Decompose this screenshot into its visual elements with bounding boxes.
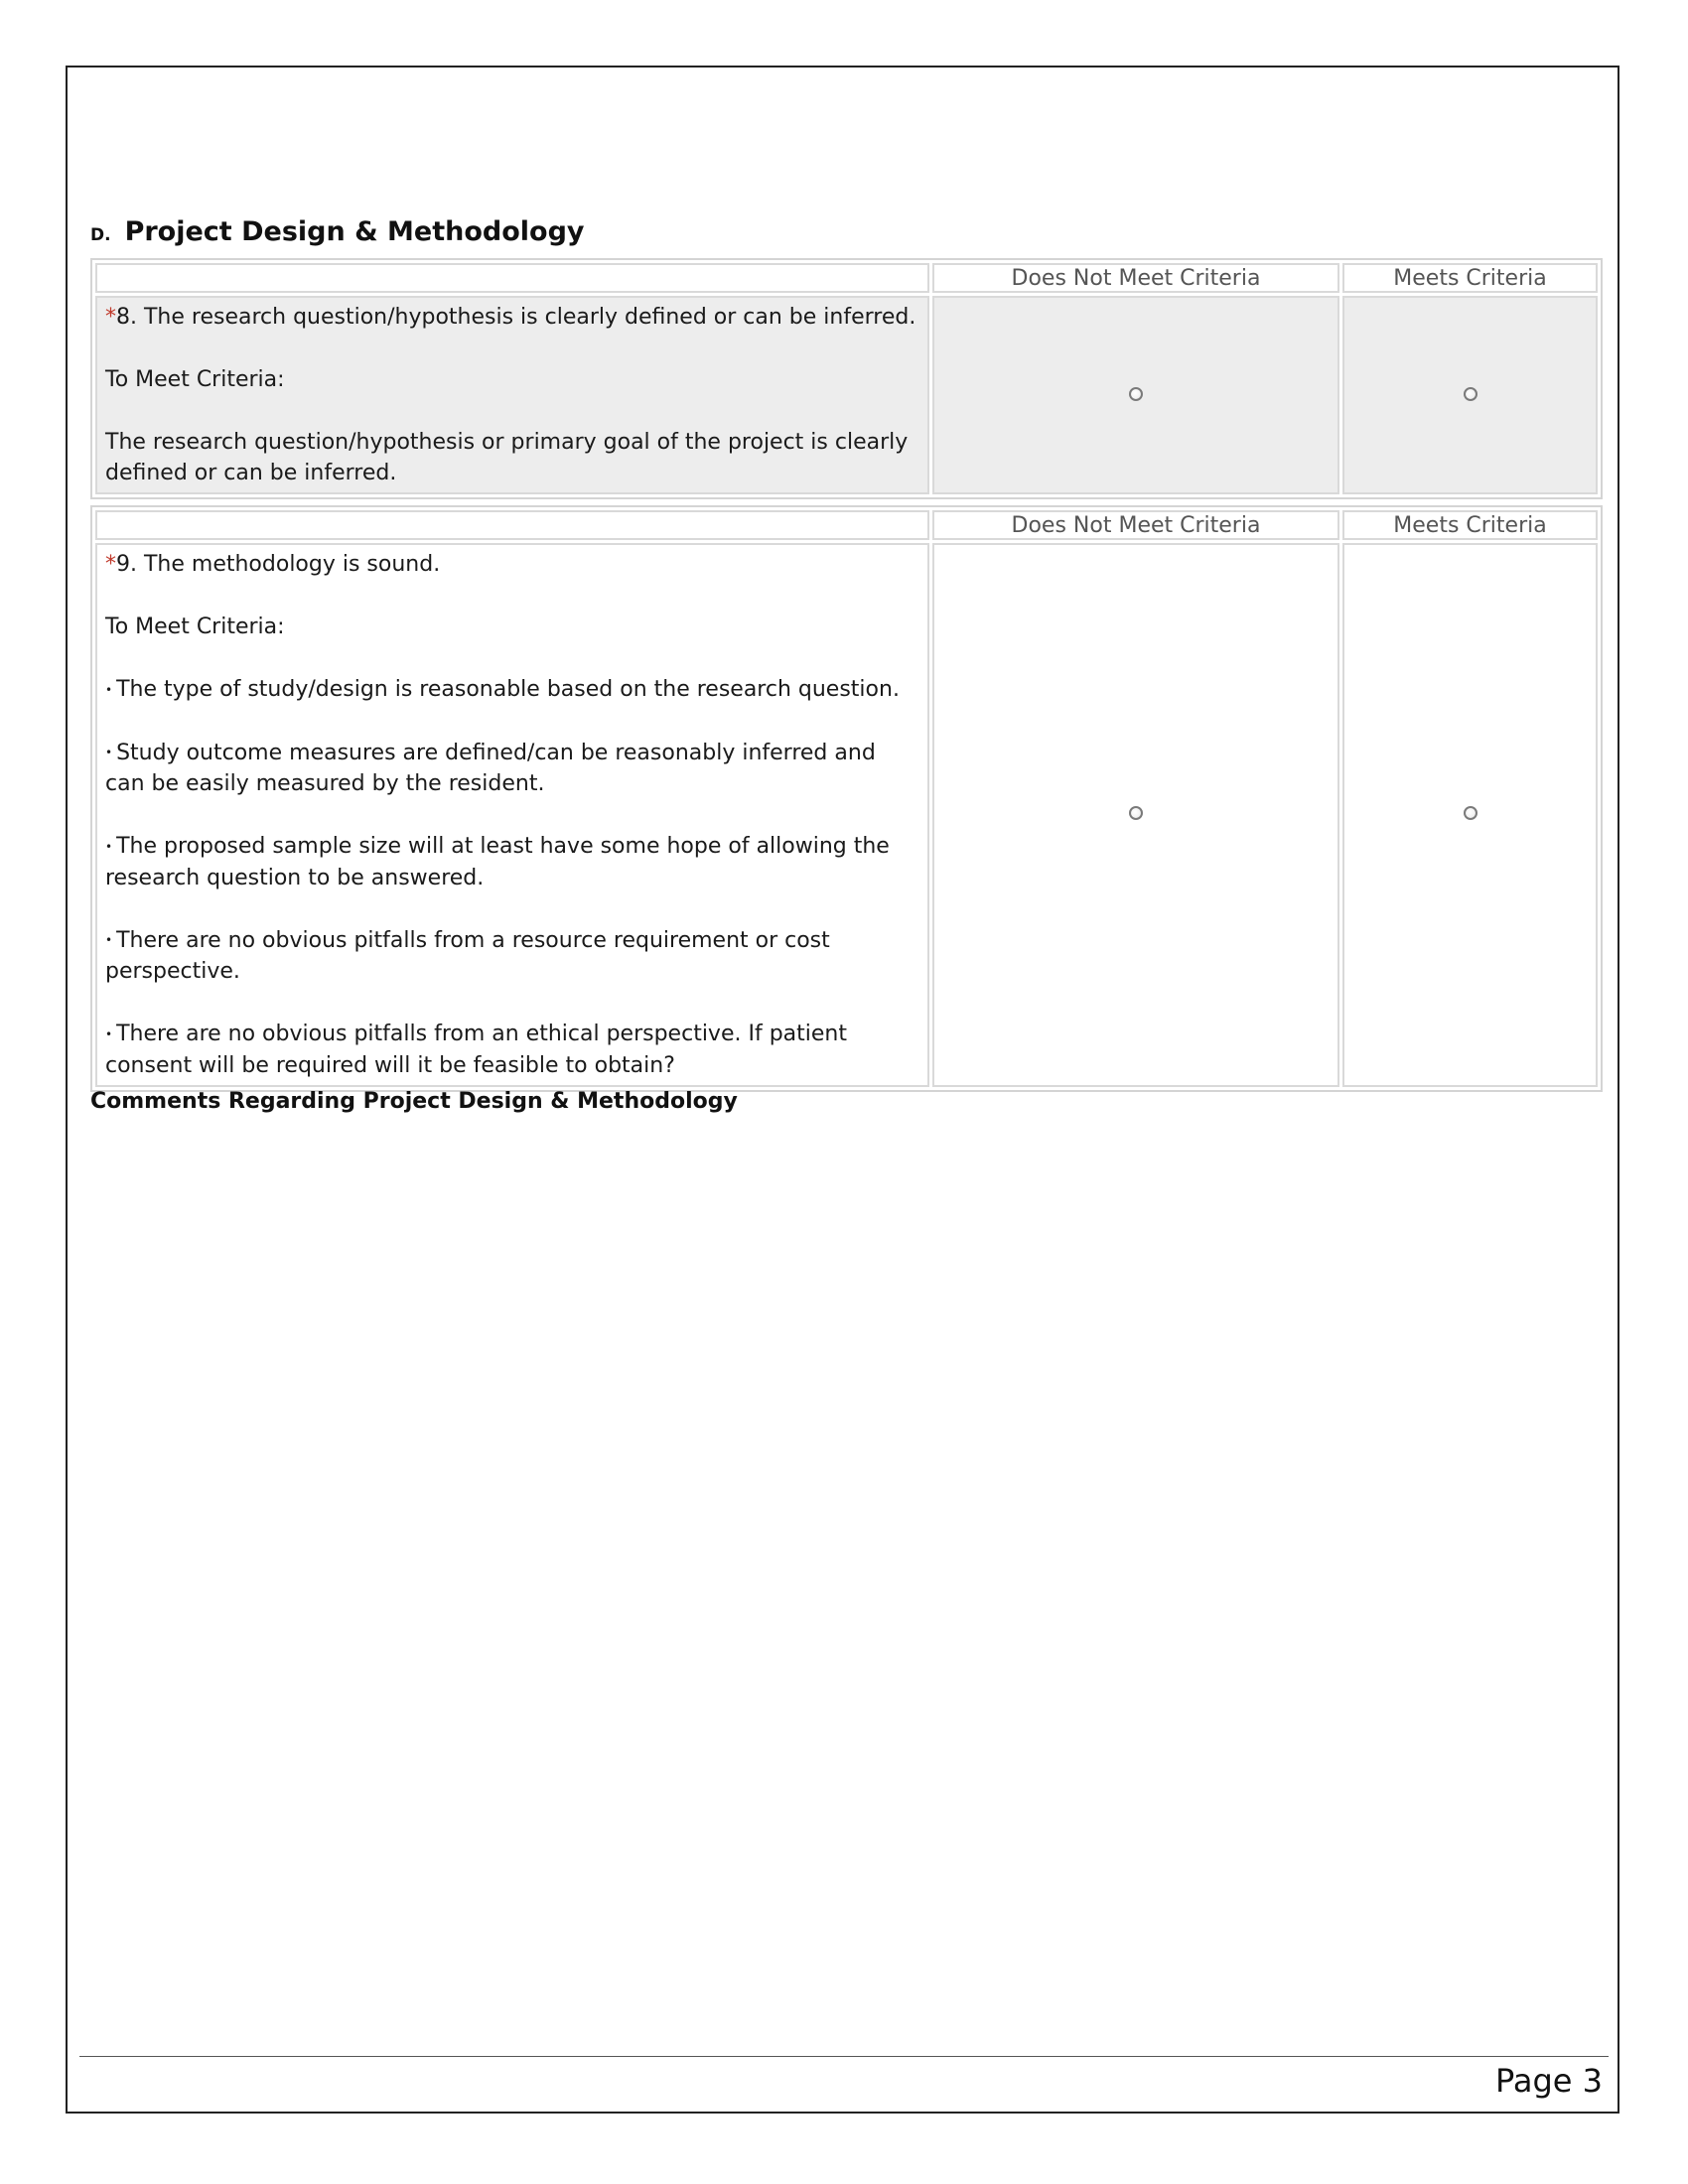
required-marker: * bbox=[105, 552, 116, 577]
criteria-label: To Meet Criteria: bbox=[105, 367, 285, 392]
criteria-label: To Meet Criteria: bbox=[105, 614, 285, 639]
option-cell-meets bbox=[1342, 543, 1598, 1087]
section-letter: D. bbox=[90, 225, 111, 245]
radio-q9-meets[interactable] bbox=[1464, 806, 1477, 820]
header-meets: Meets Criteria bbox=[1342, 510, 1598, 540]
question-text: *8. The research question/hypothesis is clearly defined or can be inferred. bbox=[105, 305, 916, 330]
question-row-8 bbox=[95, 296, 1598, 494]
radio-q8-does-not-meet[interactable] bbox=[1129, 387, 1143, 401]
criteria-table-q9 bbox=[90, 505, 1603, 1092]
question-cell bbox=[95, 543, 929, 1087]
criteria-header-row bbox=[95, 263, 1598, 293]
section-heading bbox=[90, 216, 585, 247]
question-row-9 bbox=[95, 543, 1598, 1087]
criteria-bullet: • The proposed sample size will at least have some hope of allowing the research question to be answered. bbox=[105, 834, 890, 890]
criteria-header-row bbox=[95, 510, 1598, 540]
radio-q8-meets[interactable] bbox=[1464, 387, 1477, 401]
criteria-bullet: • Study outcome measures are defined/can be reasonably inferred and can be easily measured by the resident. bbox=[105, 740, 876, 796]
question-text: *9. The methodology is sound. bbox=[105, 552, 441, 577]
required-marker: * bbox=[105, 305, 116, 330]
radio-q9-does-not-meet[interactable] bbox=[1129, 806, 1143, 820]
criteria-bullet: • The type of study/design is reasonable based on the research question. bbox=[105, 677, 900, 702]
section-title: Project Design & Methodology bbox=[124, 216, 585, 247]
header-blank bbox=[95, 510, 929, 540]
criteria-bullet: • There are no obvious pitfalls from an ethical perspective. If patient consent will be required will it be feasible to obtain? bbox=[105, 1022, 847, 1078]
header-blank bbox=[95, 263, 929, 293]
option-cell-does-not-meet bbox=[932, 543, 1339, 1087]
header-meets: Meets Criteria bbox=[1342, 263, 1598, 293]
page-number: Page 3 bbox=[1495, 2062, 1603, 2100]
header-does-not-meet: Does Not Meet Criteria bbox=[932, 263, 1339, 293]
criteria-text: The research question/hypothesis or primary goal of the project is clearly defined or can be inferred. bbox=[105, 430, 909, 485]
option-cell-does-not-meet bbox=[932, 296, 1339, 494]
comments-label: Comments Regarding Project Design & Methodology bbox=[90, 1089, 738, 1114]
criteria-table-q8 bbox=[90, 258, 1603, 499]
header-does-not-meet: Does Not Meet Criteria bbox=[932, 510, 1339, 540]
criteria-bullet: • There are no obvious pitfalls from a resource requirement or cost perspective. bbox=[105, 927, 830, 984]
footer-divider bbox=[79, 2056, 1609, 2057]
option-cell-meets bbox=[1342, 296, 1598, 494]
question-cell bbox=[95, 296, 929, 494]
